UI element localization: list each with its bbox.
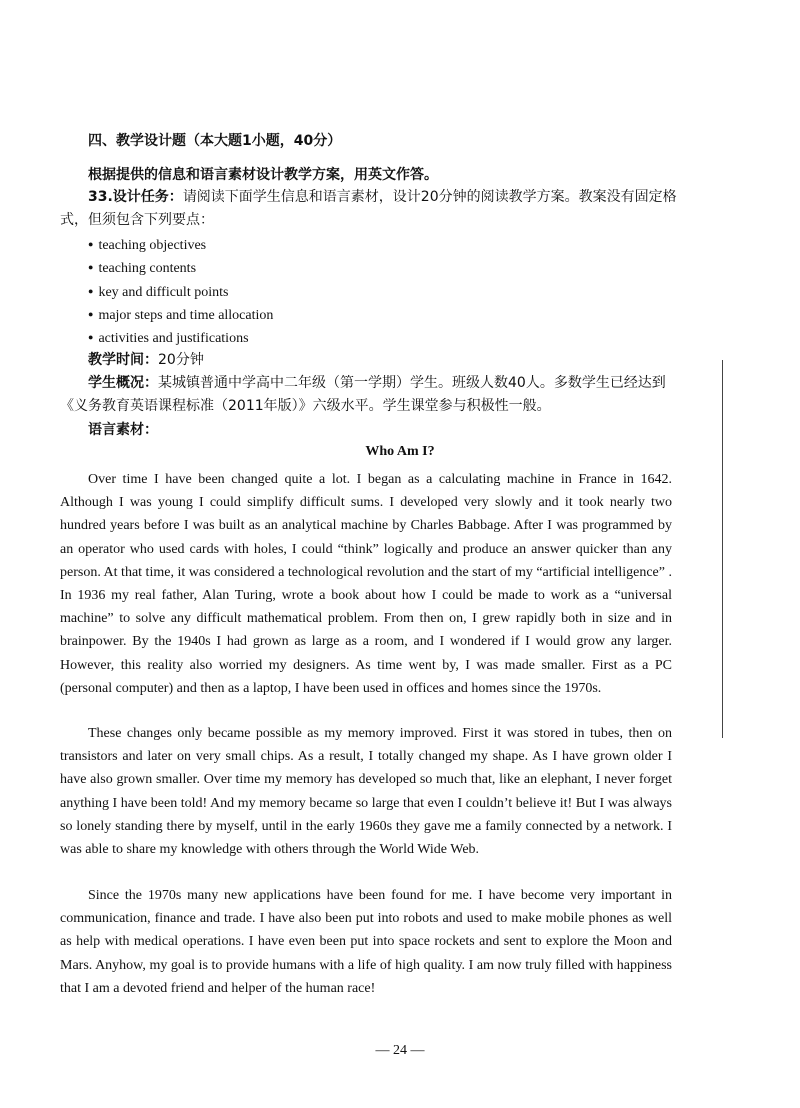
- student-profile: [60, 372, 680, 418]
- requirements-list: [88, 234, 273, 350]
- student-profile-label: 学生概况：: [88, 375, 158, 391]
- material-label: 语言素材：: [88, 422, 158, 438]
- passage-paragraph: These changes only became possible as my memory improved. First it was stored in tubes, then on transistors and later on very small chips. As a result, I totally changed my shape. As I have grown older I have also grown smaller. Over time my memory has developed so much that, like an elephant, I never forget anything I have been told! And my memory became so large that even I couldn’t believe it! But I was always so lonely standing there by myself, until in the early 1960s they gave me a family connected by a network. I was able to share my knowledge with others through the World Wide Web.: [60, 726, 672, 858]
- design-task-text: 请阅读下面学生信息和语言素材，设计20分钟的阅读教学方案。教案没有固定格式，但须包含下列要点：: [60, 189, 677, 228]
- student-profile-text: 某城镇普通中学高中二年级（第一学期）学生。班级人数40人。多数学生已经达到《义务教育英语课程标准（2011年版）》六级水平。学生课堂参与积极性一般。: [60, 375, 666, 414]
- list-item: ● teaching contents: [88, 257, 273, 280]
- instruction: 根据提供的信息和语言素材设计教学方案，用英文作答。: [88, 167, 438, 183]
- page-number: — 24 —: [375, 1043, 425, 1058]
- design-task-label: 33.设计任务：: [88, 189, 183, 205]
- teaching-time-label: 教学时间：: [88, 352, 158, 368]
- margin-rule: [722, 360, 723, 738]
- passage-paragraph: Since the 1970s many new applications have been found for me. I have become very important in communication, finance and trade. I have also been put into robots and used to make mobile phones as well as help with medical operations. I have even been put into space rockets and sent to explore the Moon and Mars. Anyhow, my goal is to provide humans with a life of high quality. I am now truly filled with happiness that I am a devoted friend and helper of the human race!: [60, 888, 672, 996]
- section-title: 四、教学设计题（本大题1小题，40分）: [88, 133, 342, 149]
- list-item: ● key and difficult points: [88, 281, 273, 304]
- list-item: ● major steps and time allocation: [88, 304, 273, 327]
- list-item: ● activities and justifications: [88, 327, 273, 350]
- teaching-time-value: 20分钟: [158, 352, 204, 368]
- list-item: ● teaching objectives: [88, 234, 273, 257]
- teaching-time: [88, 349, 204, 372]
- passage-paragraph: Over time I have been changed quite a lot. I began as a calculating machine in France in 1642. Although I was young I could simplify difficult sums. I developed very slowly and it took nearly two hundred years before I was built as an analytical machine by Charles Babbage. After I was programmed by an operator who used cards with holes, I could “think” logically and produce an answer quicker than any person. At that time, it was considered a technological revolution and the start of my “artificial intelligence” . In 1936 my real father, Alan Turing, wrote a book about how I could be made to work as a “universal machine” to solve any difficult mathematical problem. From then on, I grew rapidly both in size and in brainpower. By the 1940s I had grown as large as a room, and I wondered if I would grow any larger. However, this reality also worried my designers. As time went by, I was made smaller. First as a PC (personal computer) and then as a laptop, I have been used in offices and homes since the 1970s.: [60, 472, 672, 696]
- design-task: [60, 186, 680, 232]
- passage-title: Who Am I?: [365, 444, 435, 459]
